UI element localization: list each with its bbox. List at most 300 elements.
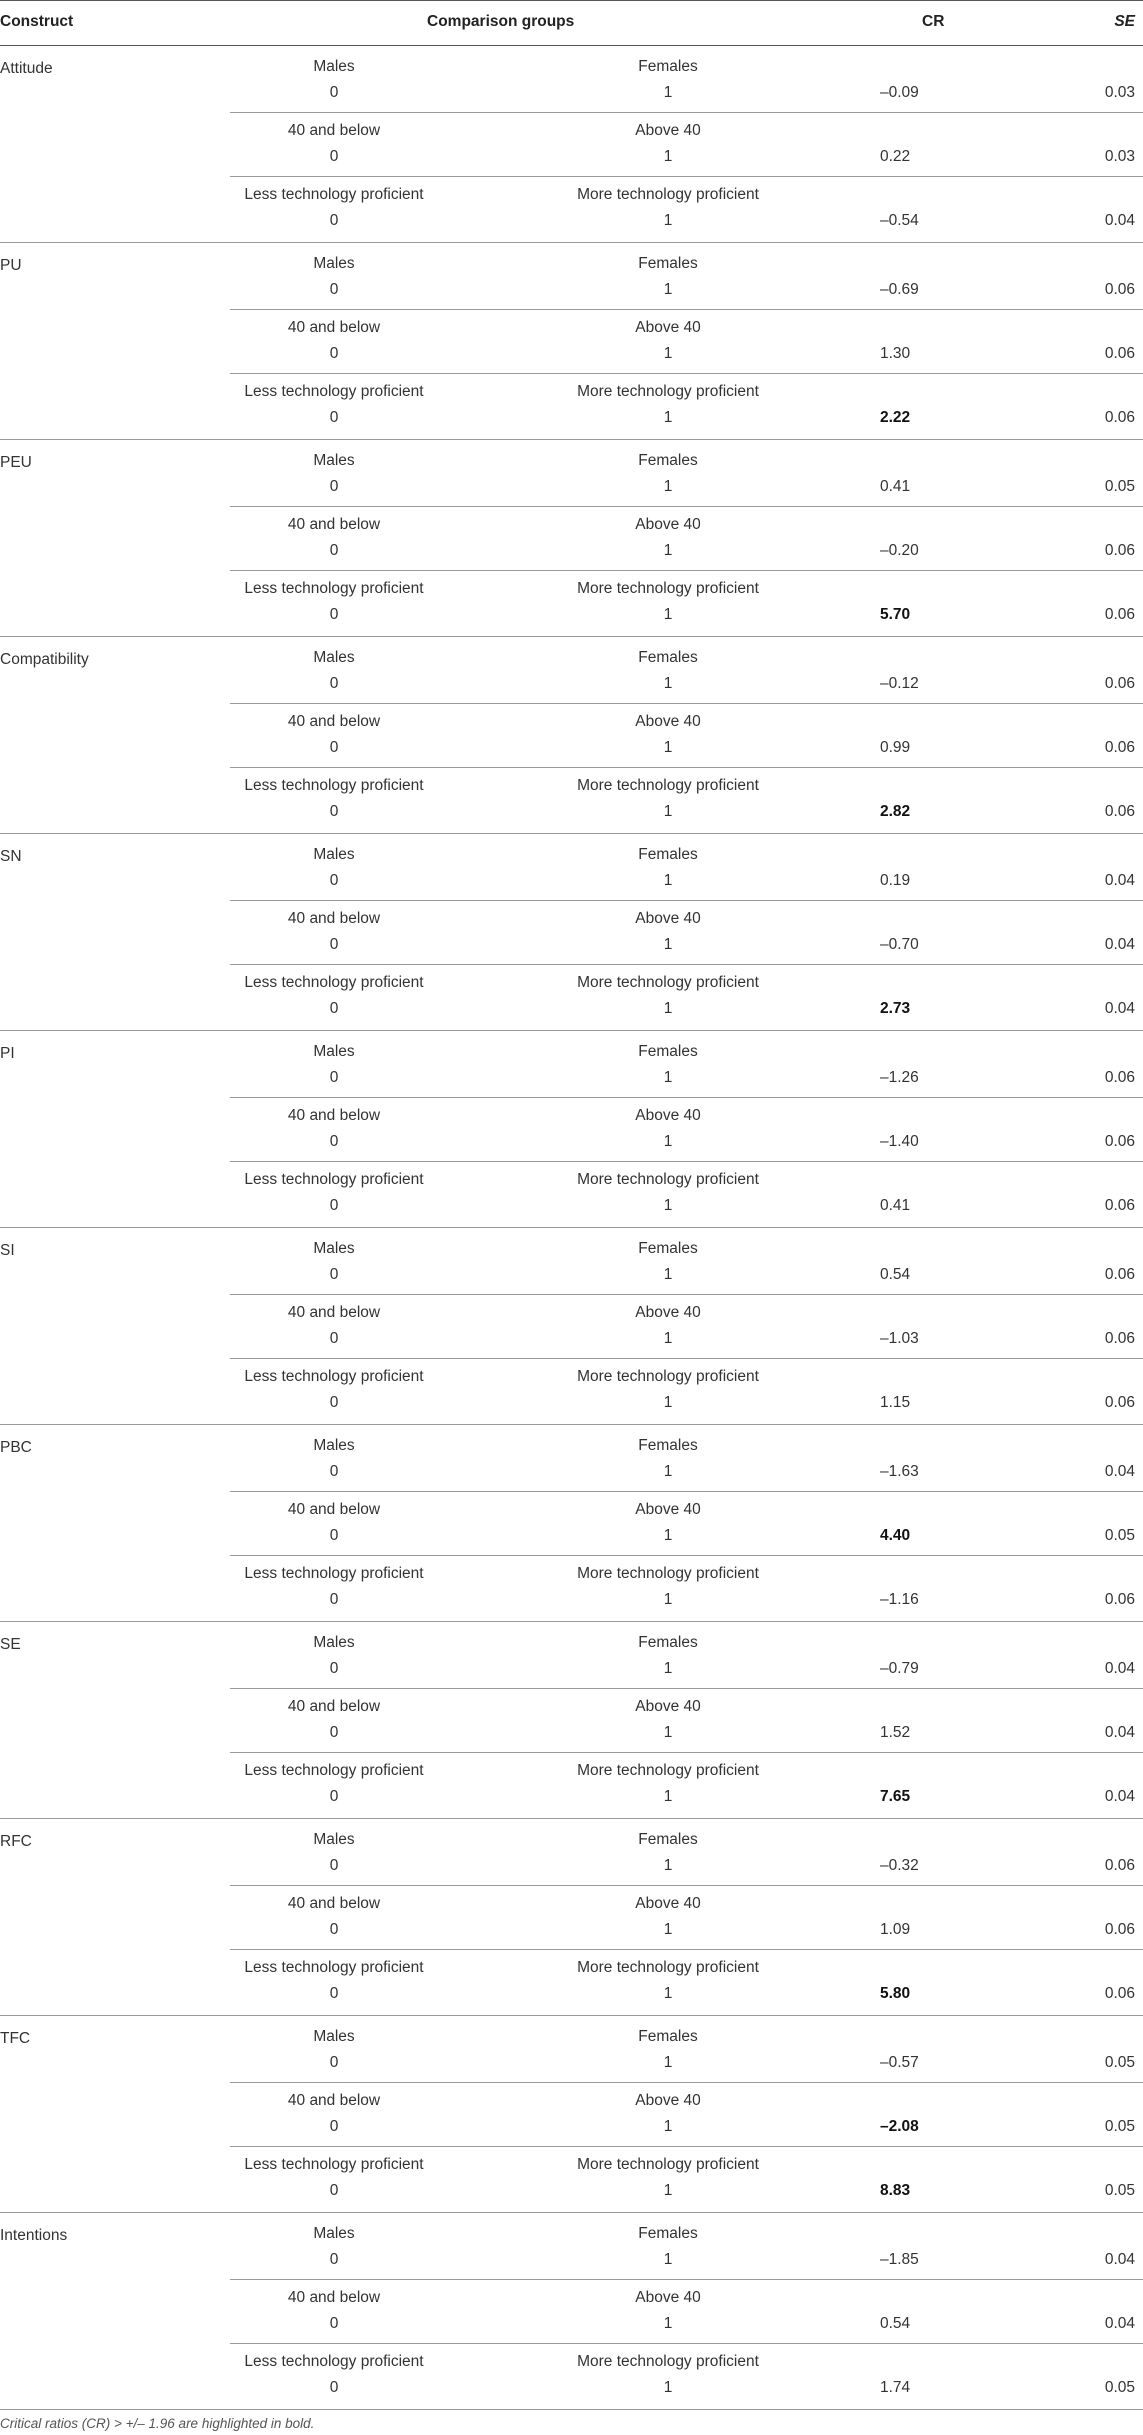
se-value: 0.06 bbox=[1104, 1197, 1135, 1214]
comparison-row bbox=[0, 2216, 1143, 2280]
se-value: 0.06 bbox=[1104, 1330, 1135, 1347]
construct-label: PU bbox=[0, 257, 22, 274]
comparison-row bbox=[0, 1359, 1143, 1423]
group-1-code: 0 bbox=[329, 345, 339, 362]
cr-value: 4.40 bbox=[880, 1527, 911, 1544]
group-2-label: Females bbox=[638, 2028, 698, 2045]
row-divider bbox=[230, 176, 1143, 177]
group-1-code: 0 bbox=[329, 675, 339, 692]
row-divider bbox=[230, 1752, 1143, 1753]
row-divider bbox=[230, 1949, 1143, 1950]
cr-value: 8.83 bbox=[880, 2182, 911, 2199]
row-divider bbox=[230, 373, 1143, 374]
se-value: 0.05 bbox=[1104, 478, 1135, 495]
se-value: 0.03 bbox=[1104, 84, 1135, 101]
group-2-code: 1 bbox=[663, 148, 673, 165]
group-1-code: 0 bbox=[329, 148, 339, 165]
comparison-row bbox=[0, 1295, 1143, 1359]
group-2-code: 1 bbox=[663, 1069, 673, 1086]
comparison-row bbox=[0, 901, 1143, 965]
group-1-code: 0 bbox=[329, 212, 339, 229]
group-1-code: 0 bbox=[329, 1788, 339, 1805]
header-cr: CR bbox=[922, 13, 945, 30]
group-1-code: 0 bbox=[329, 2054, 339, 2071]
group-2-label: Females bbox=[638, 1437, 698, 1454]
comparison-row bbox=[0, 1689, 1143, 1753]
group-2-label: Above 40 bbox=[635, 2092, 701, 2109]
group-1-code: 0 bbox=[329, 2379, 339, 2396]
group-1-code: 0 bbox=[329, 2118, 339, 2135]
group-2-label: More technology proficient bbox=[577, 777, 759, 794]
group-1-code: 0 bbox=[329, 1591, 339, 1608]
cr-value: 0.22 bbox=[880, 148, 911, 165]
group-1-label: Males bbox=[313, 1634, 355, 1651]
se-value: 0.06 bbox=[1104, 1857, 1135, 1874]
group-1-label: Less technology proficient bbox=[244, 2353, 424, 2370]
row-divider bbox=[230, 1885, 1143, 1886]
comparison-row bbox=[0, 965, 1143, 1029]
group-1-code: 0 bbox=[329, 936, 339, 953]
cr-value: 0.41 bbox=[880, 1197, 911, 1214]
group-2-label: Females bbox=[638, 649, 698, 666]
se-value: 0.03 bbox=[1104, 148, 1135, 165]
header-construct: Construct bbox=[0, 13, 74, 30]
group-1-label: 40 and below bbox=[287, 122, 381, 139]
group-1-code: 0 bbox=[329, 1527, 339, 1544]
group-2-label: Females bbox=[638, 1831, 698, 1848]
group-2-code: 1 bbox=[663, 281, 673, 298]
group-1-label: 40 and below bbox=[287, 516, 381, 533]
group-1-label: Less technology proficient bbox=[244, 777, 424, 794]
group-2-label: More technology proficient bbox=[577, 186, 759, 203]
group-1-code: 0 bbox=[329, 803, 339, 820]
se-value: 0.06 bbox=[1104, 345, 1135, 362]
group-1-label: 40 and below bbox=[287, 713, 381, 730]
group-2-code: 1 bbox=[663, 2118, 673, 2135]
group-1-label: Males bbox=[313, 2225, 355, 2242]
cr-value: 1.15 bbox=[880, 1394, 911, 1411]
comparison-row bbox=[0, 1034, 1143, 1098]
cr-value: –1.26 bbox=[880, 1069, 919, 1086]
cr-value: –0.12 bbox=[880, 675, 919, 692]
se-value: 0.04 bbox=[1104, 1660, 1135, 1677]
cr-value: –1.63 bbox=[880, 1463, 919, 1480]
group-1-label: 40 and below bbox=[287, 319, 381, 336]
row-divider bbox=[230, 703, 1143, 704]
group-2-code: 1 bbox=[663, 212, 673, 229]
cr-value: –0.54 bbox=[880, 212, 919, 229]
se-value: 0.05 bbox=[1104, 2182, 1135, 2199]
group-1-code: 0 bbox=[329, 84, 339, 101]
construct-label: Attitude bbox=[0, 60, 53, 77]
se-value: 0.06 bbox=[1104, 542, 1135, 559]
group-2-code: 1 bbox=[663, 1133, 673, 1150]
se-value: 0.06 bbox=[1104, 803, 1135, 820]
se-value: 0.04 bbox=[1104, 2315, 1135, 2332]
se-value: 0.06 bbox=[1104, 281, 1135, 298]
group-2-code: 1 bbox=[663, 1724, 673, 1741]
construct-label: PBC bbox=[0, 1439, 32, 1456]
group-1-label: Males bbox=[313, 649, 355, 666]
cr-value: 1.30 bbox=[880, 345, 911, 362]
construct-label: SE bbox=[0, 1636, 21, 1653]
group-2-code: 1 bbox=[663, 345, 673, 362]
comparison-row bbox=[0, 2083, 1143, 2147]
group-1-code: 0 bbox=[329, 1197, 339, 1214]
group-2-label: Above 40 bbox=[635, 122, 701, 139]
se-value: 0.06 bbox=[1104, 1921, 1135, 1938]
comparison-row bbox=[0, 246, 1143, 310]
table-footnote: Critical ratios (CR) > +/– 1.96 are highlighted in bold. bbox=[0, 2416, 315, 2431]
group-1-code: 0 bbox=[329, 281, 339, 298]
group-2-label: Females bbox=[638, 2225, 698, 2242]
se-value: 0.05 bbox=[1104, 2054, 1135, 2071]
row-divider bbox=[230, 1358, 1143, 1359]
construct-label: PI bbox=[0, 1045, 15, 1062]
group-1-label: 40 and below bbox=[287, 1107, 381, 1124]
group-2-code: 1 bbox=[663, 1591, 673, 1608]
construct-block bbox=[0, 2213, 1143, 2410]
group-1-label: Males bbox=[313, 452, 355, 469]
group-1-code: 0 bbox=[329, 606, 339, 623]
group-2-label: Above 40 bbox=[635, 910, 701, 927]
group-2-label: Females bbox=[638, 1043, 698, 1060]
construct-label: Intentions bbox=[0, 2227, 68, 2244]
group-1-code: 0 bbox=[329, 1069, 339, 1086]
se-value: 0.06 bbox=[1104, 1985, 1135, 2002]
group-2-code: 1 bbox=[663, 2379, 673, 2396]
se-value: 0.06 bbox=[1104, 1133, 1135, 1150]
row-divider bbox=[230, 506, 1143, 507]
row-divider bbox=[230, 2343, 1143, 2344]
group-1-label: Less technology proficient bbox=[244, 974, 424, 991]
group-2-label: More technology proficient bbox=[577, 2353, 759, 2370]
group-2-code: 1 bbox=[663, 542, 673, 559]
group-1-label: 40 and below bbox=[287, 1501, 381, 1518]
group-2-code: 1 bbox=[663, 739, 673, 756]
se-value: 0.06 bbox=[1104, 1266, 1135, 1283]
se-value: 0.06 bbox=[1104, 1591, 1135, 1608]
construct-label: RFC bbox=[0, 1833, 32, 1850]
comparison-row bbox=[0, 704, 1143, 768]
group-2-label: Above 40 bbox=[635, 2289, 701, 2306]
se-value: 0.06 bbox=[1104, 1069, 1135, 1086]
group-1-label: Males bbox=[313, 2028, 355, 2045]
row-divider bbox=[230, 1161, 1143, 1162]
cr-value: –0.57 bbox=[880, 2054, 919, 2071]
group-2-label: More technology proficient bbox=[577, 1565, 759, 1582]
group-2-label: Females bbox=[638, 846, 698, 863]
group-2-code: 1 bbox=[663, 1266, 673, 1283]
group-1-label: Males bbox=[313, 1043, 355, 1060]
row-divider bbox=[230, 964, 1143, 965]
row-divider bbox=[230, 570, 1143, 571]
comparison-row bbox=[0, 507, 1143, 571]
group-2-code: 1 bbox=[663, 1197, 673, 1214]
construct-block bbox=[0, 834, 1143, 1031]
group-2-label: Above 40 bbox=[635, 1895, 701, 1912]
construct-block bbox=[0, 637, 1143, 834]
group-2-code: 1 bbox=[663, 1463, 673, 1480]
cr-value: –1.85 bbox=[880, 2251, 919, 2268]
construct-block bbox=[0, 1622, 1143, 1819]
cr-value: –2.08 bbox=[880, 2118, 919, 2135]
se-value: 0.06 bbox=[1104, 409, 1135, 426]
cr-value: –0.09 bbox=[880, 84, 919, 101]
group-1-code: 0 bbox=[329, 1133, 339, 1150]
comparison-row bbox=[0, 1886, 1143, 1950]
group-2-label: Above 40 bbox=[635, 1107, 701, 1124]
cr-value: 5.80 bbox=[880, 1985, 911, 2002]
group-1-code: 0 bbox=[329, 478, 339, 495]
row-divider bbox=[230, 1555, 1143, 1556]
group-1-label: Less technology proficient bbox=[244, 1959, 424, 1976]
group-1-code: 0 bbox=[329, 739, 339, 756]
cr-value: 0.41 bbox=[880, 478, 911, 495]
cr-value: –1.40 bbox=[880, 1133, 919, 1150]
group-1-code: 0 bbox=[329, 1660, 339, 1677]
group-2-code: 1 bbox=[663, 409, 673, 426]
header-se: SE bbox=[1114, 13, 1135, 30]
group-2-label: More technology proficient bbox=[577, 1959, 759, 1976]
group-1-label: Males bbox=[313, 255, 355, 272]
group-2-label: More technology proficient bbox=[577, 383, 759, 400]
group-2-label: More technology proficient bbox=[577, 1368, 759, 1385]
se-value: 0.04 bbox=[1104, 1788, 1135, 1805]
comparison-row bbox=[0, 1162, 1143, 1226]
group-2-code: 1 bbox=[663, 1330, 673, 1347]
cr-value: –0.70 bbox=[880, 936, 919, 953]
construct-label: PEU bbox=[0, 454, 32, 471]
comparison-row bbox=[0, 1231, 1143, 1295]
group-1-label: Males bbox=[313, 1831, 355, 1848]
group-1-label: Males bbox=[313, 1240, 355, 1257]
group-2-label: More technology proficient bbox=[577, 1762, 759, 1779]
cr-value: –0.69 bbox=[880, 281, 919, 298]
row-divider bbox=[230, 1097, 1143, 1098]
group-2-code: 1 bbox=[663, 2182, 673, 2199]
group-2-label: Females bbox=[638, 255, 698, 272]
se-value: 0.06 bbox=[1104, 1394, 1135, 1411]
cr-value: –1.03 bbox=[880, 1330, 919, 1347]
construct-block bbox=[0, 46, 1143, 243]
se-value: 0.04 bbox=[1104, 212, 1135, 229]
group-1-code: 0 bbox=[329, 542, 339, 559]
group-1-code: 0 bbox=[329, 2251, 339, 2268]
group-2-code: 1 bbox=[663, 2251, 673, 2268]
group-1-label: Less technology proficient bbox=[244, 1171, 424, 1188]
construct-block bbox=[0, 243, 1143, 440]
comparison-row bbox=[0, 1098, 1143, 1162]
cr-value: 0.19 bbox=[880, 872, 911, 889]
se-value: 0.04 bbox=[1104, 1463, 1135, 1480]
group-1-label: 40 and below bbox=[287, 1304, 381, 1321]
group-2-label: Above 40 bbox=[635, 1698, 701, 1715]
group-2-label: More technology proficient bbox=[577, 2156, 759, 2173]
comparison-row bbox=[0, 310, 1143, 374]
comparison-row bbox=[0, 2344, 1143, 2408]
group-1-code: 0 bbox=[329, 1000, 339, 1017]
group-2-code: 1 bbox=[663, 606, 673, 623]
group-2-code: 1 bbox=[663, 803, 673, 820]
group-2-code: 1 bbox=[663, 872, 673, 889]
group-2-label: More technology proficient bbox=[577, 580, 759, 597]
row-divider bbox=[230, 1688, 1143, 1689]
group-1-code: 0 bbox=[329, 1921, 339, 1938]
se-value: 0.04 bbox=[1104, 936, 1135, 953]
comparison-row bbox=[0, 640, 1143, 704]
group-1-code: 0 bbox=[329, 1857, 339, 1874]
cr-value: 5.70 bbox=[880, 606, 911, 623]
cr-value: –1.16 bbox=[880, 1591, 919, 1608]
row-divider bbox=[230, 112, 1143, 113]
se-value: 0.05 bbox=[1104, 1527, 1135, 1544]
group-2-code: 1 bbox=[663, 1660, 673, 1677]
group-1-label: 40 and below bbox=[287, 2092, 381, 2109]
group-2-label: Females bbox=[638, 452, 698, 469]
group-2-label: Above 40 bbox=[635, 319, 701, 336]
construct-block bbox=[0, 1031, 1143, 1228]
group-1-label: Males bbox=[313, 846, 355, 863]
group-1-label: Less technology proficient bbox=[244, 1762, 424, 1779]
group-2-label: Females bbox=[638, 58, 698, 75]
group-1-code: 0 bbox=[329, 1985, 339, 2002]
cr-value: 7.65 bbox=[880, 1788, 911, 1805]
group-1-code: 0 bbox=[329, 409, 339, 426]
group-2-code: 1 bbox=[663, 675, 673, 692]
construct-block bbox=[0, 2016, 1143, 2213]
comparison-row bbox=[0, 443, 1143, 507]
group-2-code: 1 bbox=[663, 1788, 673, 1805]
cr-value: –0.79 bbox=[880, 1660, 919, 1677]
comparison-row bbox=[0, 2147, 1143, 2211]
group-1-label: 40 and below bbox=[287, 2289, 381, 2306]
group-2-label: Females bbox=[638, 1240, 698, 1257]
row-divider bbox=[230, 900, 1143, 901]
group-1-label: Less technology proficient bbox=[244, 383, 424, 400]
construct-block bbox=[0, 440, 1143, 637]
cr-value: 2.73 bbox=[880, 1000, 911, 1017]
group-2-code: 1 bbox=[663, 1985, 673, 2002]
construct-label: SI bbox=[0, 1242, 15, 1259]
construct-block bbox=[0, 1425, 1143, 1622]
comparison-row bbox=[0, 1950, 1143, 2014]
group-2-label: Above 40 bbox=[635, 1304, 701, 1321]
cr-value: 1.74 bbox=[880, 2379, 911, 2396]
group-1-label: Less technology proficient bbox=[244, 1565, 424, 1582]
cr-value: –0.20 bbox=[880, 542, 919, 559]
cr-value: 2.22 bbox=[880, 409, 911, 426]
comparison-row bbox=[0, 177, 1143, 241]
group-1-label: Males bbox=[313, 58, 355, 75]
se-value: 0.04 bbox=[1104, 1000, 1135, 1017]
group-2-code: 1 bbox=[663, 84, 673, 101]
group-2-code: 1 bbox=[663, 936, 673, 953]
row-divider bbox=[230, 2146, 1143, 2147]
group-2-label: More technology proficient bbox=[577, 1171, 759, 1188]
se-value: 0.05 bbox=[1104, 2379, 1135, 2396]
group-1-label: 40 and below bbox=[287, 910, 381, 927]
comparison-row bbox=[0, 1428, 1143, 1492]
group-2-label: Females bbox=[638, 1634, 698, 1651]
group-2-code: 1 bbox=[663, 1527, 673, 1544]
cr-value: 0.54 bbox=[880, 1266, 911, 1283]
comparison-row bbox=[0, 768, 1143, 832]
row-divider bbox=[230, 767, 1143, 768]
comparison-row bbox=[0, 1556, 1143, 1620]
group-2-code: 1 bbox=[663, 1000, 673, 1017]
comparison-row bbox=[0, 2019, 1143, 2083]
row-divider bbox=[230, 2082, 1143, 2083]
comparison-row bbox=[0, 1625, 1143, 1689]
se-value: 0.04 bbox=[1104, 872, 1135, 889]
cr-value: 2.82 bbox=[880, 803, 911, 820]
group-1-code: 0 bbox=[329, 2182, 339, 2199]
row-divider bbox=[230, 1491, 1143, 1492]
group-1-label: Less technology proficient bbox=[244, 580, 424, 597]
group-1-label: 40 and below bbox=[287, 1698, 381, 1715]
construct-block bbox=[0, 1228, 1143, 1425]
table-header bbox=[0, 0, 1143, 46]
se-value: 0.05 bbox=[1104, 2118, 1135, 2135]
group-1-code: 0 bbox=[329, 1330, 339, 1347]
se-value: 0.06 bbox=[1104, 675, 1135, 692]
group-2-code: 1 bbox=[663, 2315, 673, 2332]
group-2-code: 1 bbox=[663, 1394, 673, 1411]
se-value: 0.04 bbox=[1104, 2251, 1135, 2268]
comparison-row bbox=[0, 2280, 1143, 2344]
group-2-code: 1 bbox=[663, 1921, 673, 1938]
group-1-code: 0 bbox=[329, 1266, 339, 1283]
group-2-label: Above 40 bbox=[635, 713, 701, 730]
group-2-code: 1 bbox=[663, 1857, 673, 1874]
group-1-code: 0 bbox=[329, 1724, 339, 1741]
construct-label: Compatibility bbox=[0, 651, 89, 668]
se-value: 0.04 bbox=[1104, 1724, 1135, 1741]
comparison-row bbox=[0, 113, 1143, 177]
header-comparison-groups: Comparison groups bbox=[427, 13, 575, 30]
row-divider bbox=[230, 2279, 1143, 2280]
comparison-row bbox=[0, 1492, 1143, 1556]
group-1-label: Less technology proficient bbox=[244, 2156, 424, 2173]
group-1-code: 0 bbox=[329, 1463, 339, 1480]
comparison-row bbox=[0, 1753, 1143, 1817]
group-2-label: Above 40 bbox=[635, 1501, 701, 1518]
row-divider bbox=[230, 309, 1143, 310]
comparison-row bbox=[0, 374, 1143, 438]
comparison-row bbox=[0, 571, 1143, 635]
construct-block bbox=[0, 1819, 1143, 2016]
cr-value: 1.52 bbox=[880, 1724, 911, 1741]
group-1-label: 40 and below bbox=[287, 1895, 381, 1912]
group-1-label: Males bbox=[313, 1437, 355, 1454]
group-2-label: Above 40 bbox=[635, 516, 701, 533]
group-1-code: 0 bbox=[329, 1394, 339, 1411]
cr-value: 1.09 bbox=[880, 1921, 911, 1938]
group-1-label: Less technology proficient bbox=[244, 1368, 424, 1385]
construct-label: TFC bbox=[0, 2030, 31, 2047]
comparison-row bbox=[0, 1822, 1143, 1886]
comparison-row bbox=[0, 49, 1143, 113]
cr-value: 0.54 bbox=[880, 2315, 911, 2332]
se-value: 0.06 bbox=[1104, 606, 1135, 623]
group-1-label: Less technology proficient bbox=[244, 186, 424, 203]
cr-value: 0.99 bbox=[880, 739, 911, 756]
construct-label: SN bbox=[0, 848, 22, 865]
se-value: 0.06 bbox=[1104, 739, 1135, 756]
row-divider bbox=[230, 1294, 1143, 1295]
group-1-code: 0 bbox=[329, 872, 339, 889]
